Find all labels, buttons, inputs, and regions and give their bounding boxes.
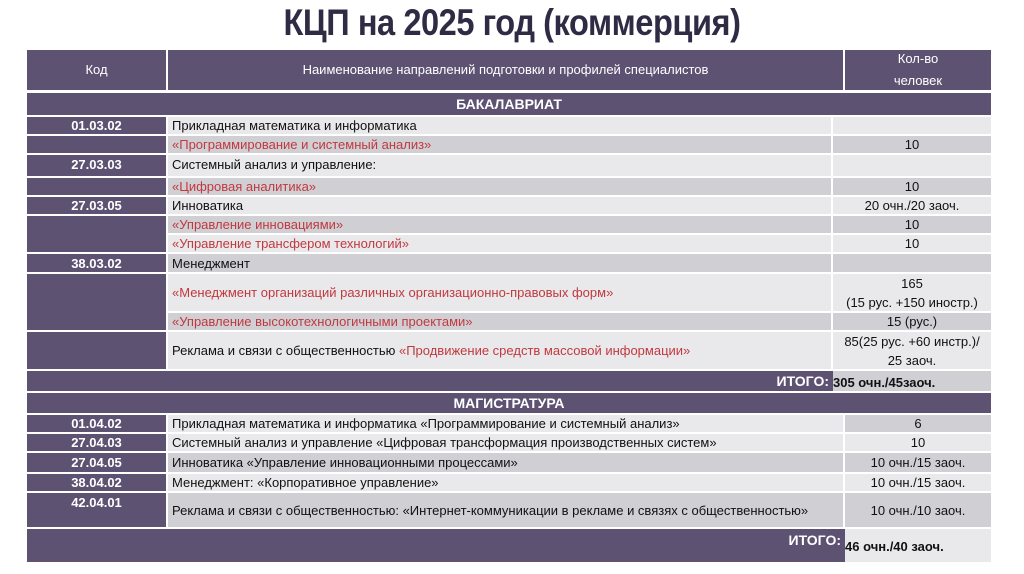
row-name: Менеджмент: [168, 254, 833, 274]
table-row-group: [27, 216, 991, 254]
section-label: МАГИСТРАТУРА: [27, 393, 991, 415]
qty-line2: 25 заоч.: [887, 352, 937, 368]
row-profile: «Цифровая аналитика»: [168, 178, 833, 197]
row-code: 27.04.03: [27, 434, 168, 453]
section-label: БАКАЛАВРИАТ: [27, 93, 991, 117]
row-name: Прикладная математика и информатика: [168, 117, 833, 136]
header-name: Наименование направлений подготовки и профилей специалистов: [168, 50, 845, 94]
row-name: Менеджмент: «Корпоративное управление»: [168, 474, 845, 493]
qty-line1: 85(25 рус. +60 инстр.)/: [844, 333, 980, 349]
row-code: 01.04.02: [27, 415, 168, 434]
row-qty: 10: [833, 216, 991, 235]
row-qty: 15 (рус.): [833, 313, 991, 332]
table-row: [27, 493, 991, 529]
table-row: [27, 197, 991, 216]
row-qty: 10: [833, 178, 991, 197]
total-label: ИТОГО:: [27, 529, 845, 564]
row-qty: 10: [845, 434, 991, 453]
row-qty: 10 очн./10 заоч.: [845, 493, 991, 529]
table-row: [27, 136, 991, 155]
row-name: Инноватика «Управление инновационными процессами»: [168, 453, 845, 474]
row-name: Системный анализ и управление «Цифровая трансформация производственных систем»: [168, 434, 845, 453]
row-qty: 20 очн./20 заоч.: [833, 197, 991, 216]
table-row: [27, 453, 991, 474]
table-row: [27, 332, 991, 371]
row-code: 27.04.05: [27, 453, 168, 474]
table-row: [27, 474, 991, 493]
row-name: Инноватика: [168, 197, 833, 216]
total-value: 305 очн./45заоч.: [833, 371, 991, 393]
row-qty: [833, 254, 991, 274]
section-master: [27, 393, 991, 415]
bachelor-total-row: [27, 371, 991, 393]
table-row: [27, 178, 991, 197]
total-value: 46 очн./40 заоч.: [845, 529, 991, 564]
section-bachelor: [27, 93, 991, 117]
table-row-group: [27, 274, 991, 332]
row-name: Прикладная математика и информатика «Программирование и системный анализ»: [168, 415, 845, 434]
row-code: 01.03.02: [27, 117, 168, 136]
row-name: Реклама и связи с общественностью: [172, 343, 399, 358]
row-profile: «Управление трансфером технологий»: [168, 235, 833, 254]
row-qty: [833, 117, 991, 136]
table-row: [27, 415, 991, 434]
header-qty-line2: человек: [893, 73, 943, 88]
row-qty: 10: [833, 136, 991, 155]
row-profile: «Управление инновациями»: [168, 216, 833, 235]
header-qty-line1: Кол-во: [897, 51, 939, 66]
row-qty: 10 очн./15 заоч.: [845, 474, 991, 493]
row-profile: «Программирование и системный анализ»: [168, 136, 833, 155]
table-header: [27, 50, 991, 94]
header-code: Код: [27, 50, 168, 94]
qty-line1: 165: [901, 275, 923, 291]
row-name-with-profile: [168, 332, 833, 371]
row-qty: [833, 332, 991, 371]
header-qty: [845, 50, 991, 94]
row-qty: [833, 274, 991, 313]
row-qty: [833, 155, 991, 178]
row-code: 42.04.01: [27, 493, 168, 529]
row-code: 38.03.02: [27, 254, 168, 274]
page-title: КЦП на 2025 год (коммерция): [283, 2, 741, 43]
table-row: [27, 434, 991, 453]
total-label: ИТОГО:: [27, 371, 833, 393]
row-profile: «Продвижение средств массовой информации»: [398, 343, 691, 358]
row-name: Реклама и связи с общественностью: «Интернет-коммуникации в рекламе и связях с общественностью»: [168, 493, 845, 529]
table-row: [27, 155, 991, 178]
table-row: [27, 254, 991, 274]
row-code: 27.03.03: [27, 155, 168, 178]
row-code: 27.03.05: [27, 197, 168, 216]
row-code: [27, 178, 168, 197]
row-qty: 10 очн./15 заоч.: [845, 453, 991, 474]
row-name: Системный анализ и управление:: [168, 155, 833, 178]
row-profile: «Менеджмент организаций различных организационно-правовых форм»: [168, 274, 833, 313]
row-qty: 10: [833, 235, 991, 254]
row-code: [27, 274, 168, 332]
row-profile: «Управление высокотехнологичными проектами»: [168, 313, 833, 332]
row-code: [27, 332, 168, 371]
row-code: 38.04.02: [27, 474, 168, 493]
row-code: [27, 136, 168, 155]
row-qty: 6: [845, 415, 991, 434]
qty-line2: (15 рус. +150 иностр.): [846, 294, 978, 310]
row-code: [27, 216, 168, 254]
master-total-row: [27, 529, 991, 564]
table-row: [27, 117, 991, 136]
